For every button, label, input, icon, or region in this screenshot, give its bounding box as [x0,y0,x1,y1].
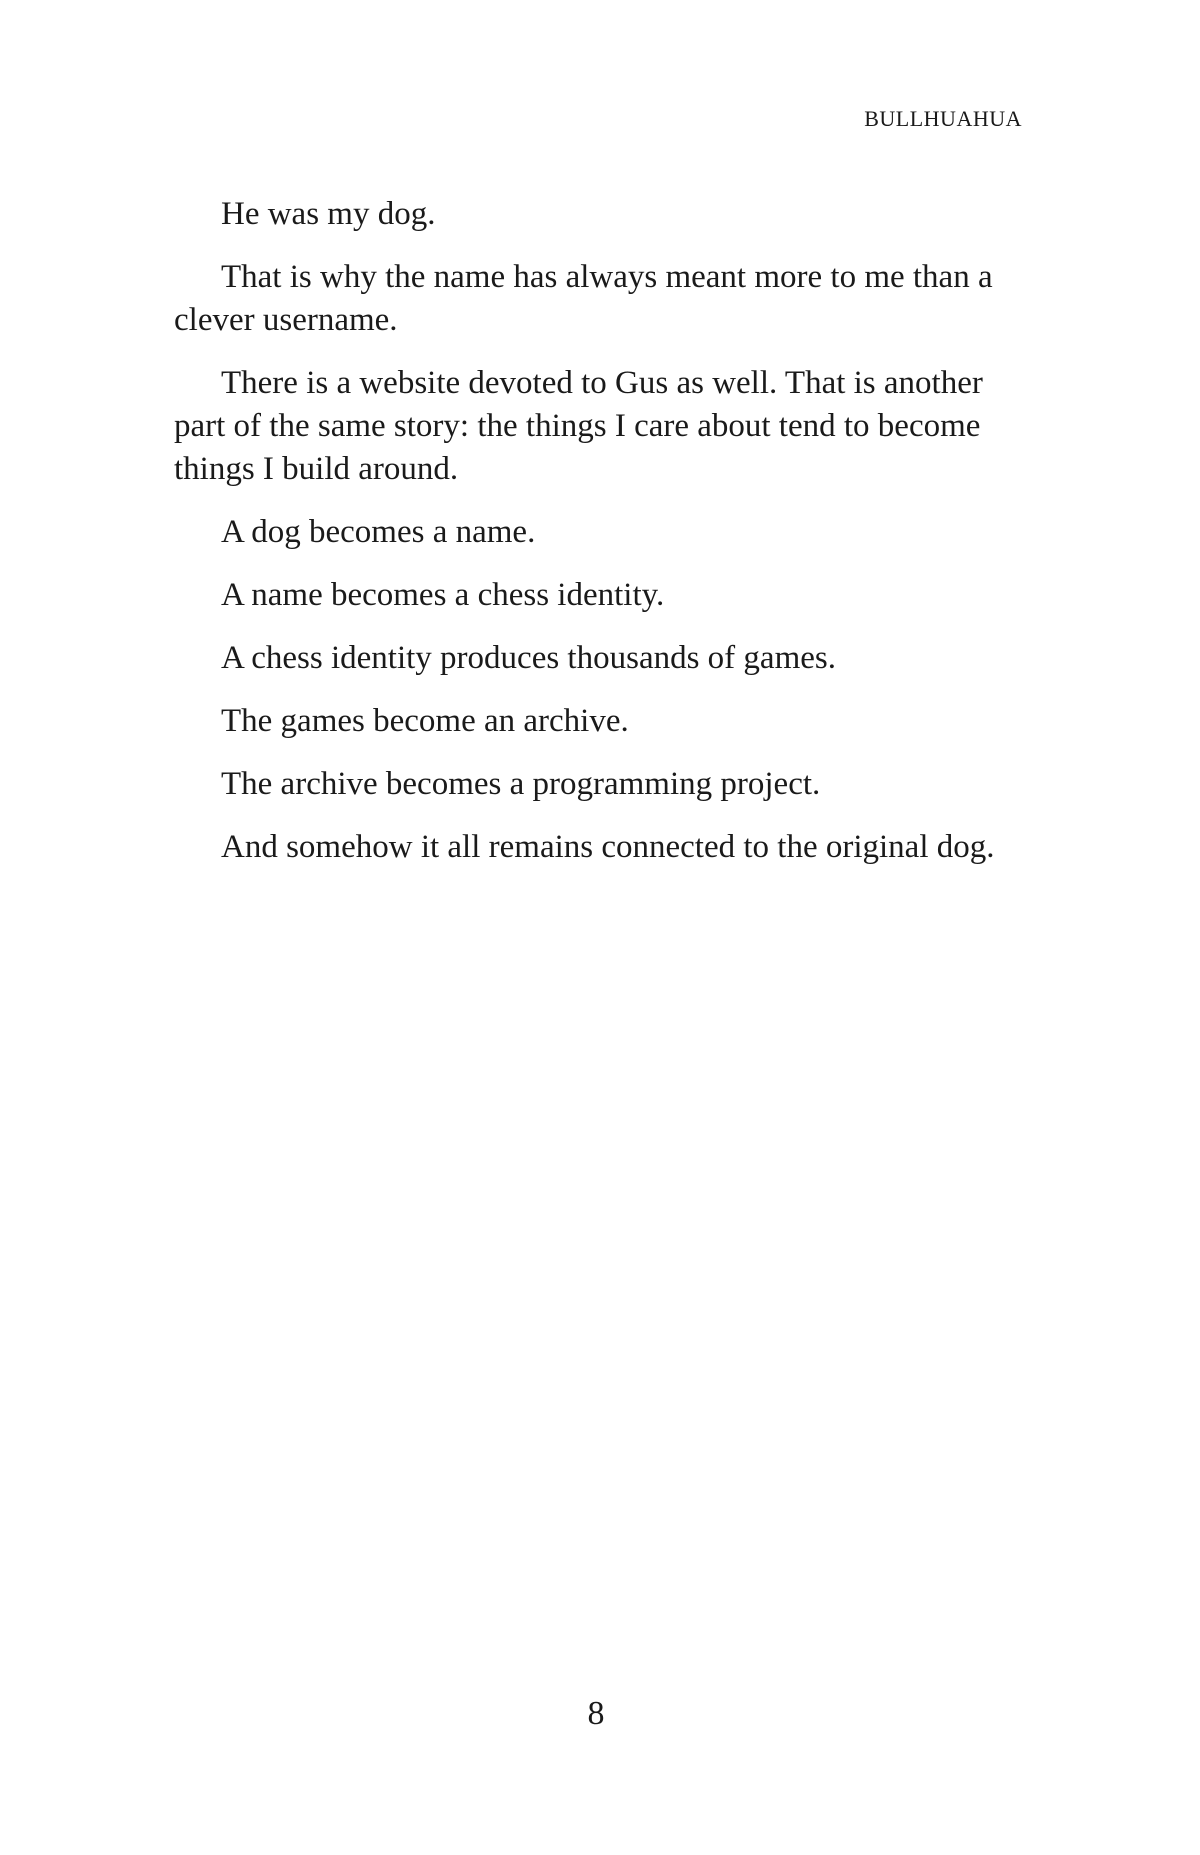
paragraph: He was my dog. [221,196,436,232]
paragraph: A chess identity produces thousands of games. [221,640,836,676]
body-text [174,193,1014,889]
running-header: BULLHUAHUA [864,106,1022,131]
paragraph: A name becomes a chess identity. [221,577,665,613]
paragraph: The games become an archive. [221,703,629,739]
paragraph: And somehow it all remains connected to the original dog. [221,829,995,865]
paragraph: The archive becomes a programming project. [221,766,821,802]
paragraph: There is a website devoted to Gus as well. That is another part of the same story: the things I care about tend to become things I build around. [174,365,983,487]
paragraph: A dog becomes a name. [221,514,536,550]
page-number: 8 [587,1695,605,1732]
paragraph: That is why the name has always meant more to me than a clever username. [174,259,993,338]
